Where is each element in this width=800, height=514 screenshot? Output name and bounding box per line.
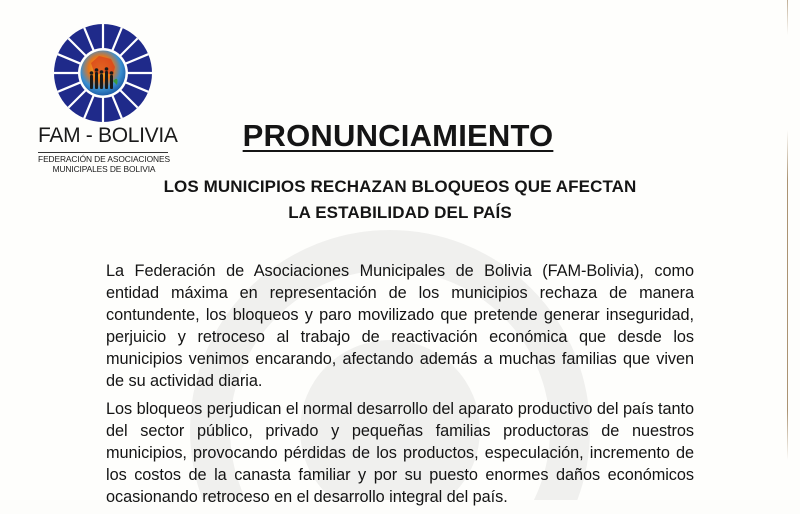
page-edge-line bbox=[787, 130, 788, 460]
body-paragraph: Los bloqueos perjudican el normal desarrollo del aparato productivo del país tanto del sector público, privado y pequeñas familias productoras de nuestros municipios, provocando pérdidas de los productos, especulación, incremento de los costos de la canasta familiar y por su puesto enormes daños económicos ocasionando retroceso en el desarrollo integral del país. bbox=[106, 400, 694, 506]
page-edge-line bbox=[787, 0, 788, 35]
document-title: PRONUNCIAMIENTO bbox=[242, 118, 554, 153]
fam-bolivia-emblem-icon bbox=[53, 23, 153, 123]
logo-subtitle-line: FEDERACIÓN DE ASOCIACIONES bbox=[38, 154, 170, 164]
body-paragraph: La Federación de Asociaciones Municipales de Bolivia (FAM-Bolivia), como entidad máxima en representación de los municipios rechaza de manera contundente, los bloqueos y paro movilizado que pretende generar inseguridad, perjuicio y retroceso al trabajo de reactivación económica que desde los municipios venimos encarando, afectando además a muchas familias que viven de su actividad diaria. bbox=[106, 262, 694, 390]
logo-subtitle bbox=[36, 154, 172, 174]
fam-bolivia-logo bbox=[36, 18, 176, 178]
document-subtitle bbox=[100, 174, 700, 226]
logo-subtitle-line: MUNICIPALES DE BOLIVIA bbox=[52, 164, 156, 174]
subtitle-line: LA ESTABILIDAD DEL PAÍS bbox=[288, 203, 512, 222]
subtitle-line: LOS MUNICIPIOS RECHAZAN BLOQUEOS QUE AFECTAN bbox=[163, 177, 637, 196]
logo-name: FAM - BOLIVIA bbox=[38, 124, 178, 147]
logo-divider bbox=[38, 152, 168, 153]
document-body bbox=[106, 260, 694, 514]
